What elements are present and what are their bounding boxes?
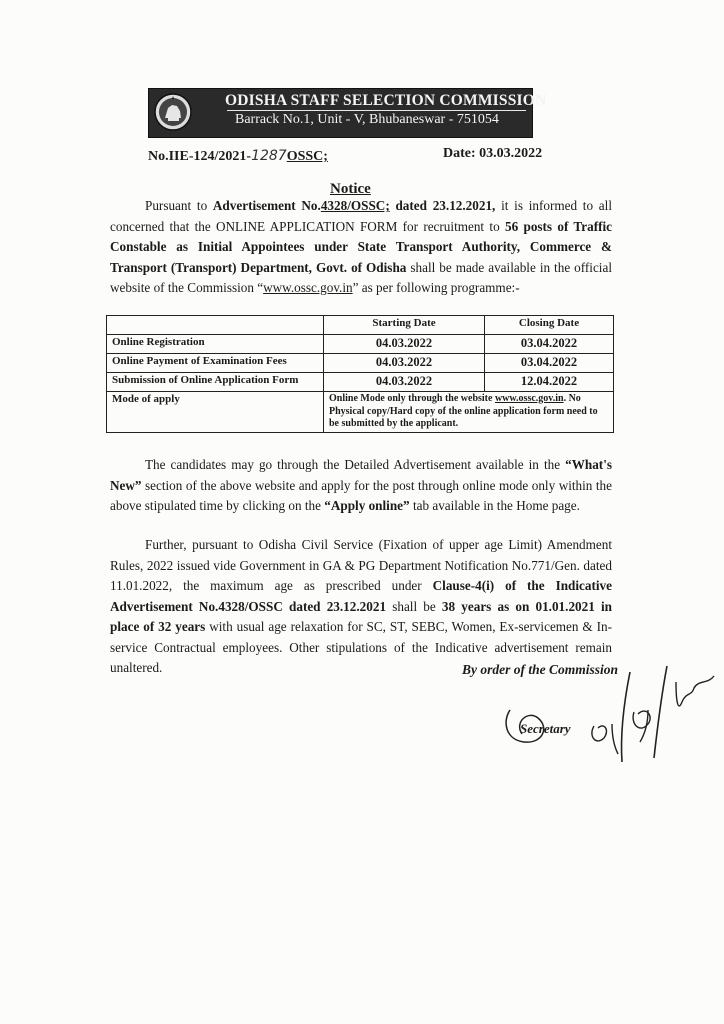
text-run: Online Mode only through the website: [329, 393, 495, 404]
clause-ref: Clause-4(i) of the Indicative Advertisement No.4328/OSSC dated 23.12.2021: [110, 578, 612, 614]
posts-description: 56 posts of Traffic Constable as Initial Appointees under State Transport Authority, Commerce & Transport (Transport) Department, Govt. of Odisha: [110, 218, 612, 275]
text-run: tab available in the Home page.: [409, 498, 580, 513]
text-run: Further, pursuant to Odisha Civil Service (Fixation of upper age Limit) Amendment Rules, 2022 issued vide Government in GA & PG Department Notification No.771/Gen. dated 11.01.2022, the maximum age as prescribed under: [110, 537, 612, 593]
text-run: shall be made available in the official website of the Commission “: [110, 259, 612, 295]
text-run: . No Physical copy/Hard copy of the online application form need to be submitted by the applicant.: [329, 393, 598, 429]
commission-title: ODISHA STAFF SELECTION COMMISSION: [225, 92, 547, 109]
reference-prefix: No.IIE-124/2021-: [148, 149, 252, 164]
advertisement-number: 4328/OSSC;: [320, 198, 390, 213]
table-header-cell: Starting Date: [324, 316, 485, 335]
table-row: [107, 392, 614, 433]
handwritten-signature: [462, 662, 722, 772]
paragraph-age-limit: [110, 535, 612, 679]
mode-description: [324, 392, 614, 433]
reference-suffix: OSSC;: [286, 149, 328, 164]
text-run: section of the above website and apply for the post through online mode only within the above stipulated time by clicking on the: [110, 477, 612, 513]
website-link[interactable]: www.ossc.gov.in: [263, 280, 353, 295]
end-date: 03.04.2022: [485, 335, 614, 354]
row-label: Mode of apply: [107, 392, 324, 433]
by-order-line: By order of the Commission: [462, 662, 619, 677]
handwritten-reference-number: 1287: [251, 148, 287, 164]
row-label: Online Registration: [107, 335, 324, 354]
reference-number: [148, 148, 328, 165]
start-date: 04.03.2022: [324, 373, 485, 392]
apply-online-ref: “Apply online”: [324, 498, 410, 513]
table-row: [107, 373, 614, 392]
text-run: shall be: [386, 598, 442, 614]
advertisement-date: dated 23.12.2021,: [389, 198, 496, 213]
table-row: [107, 335, 614, 354]
website-link[interactable]: www.ossc.gov.in: [494, 393, 564, 404]
age-limit-text: 38 years as on 01.01.2021 in place of 32 years: [110, 598, 612, 634]
end-date: 03.04.2022: [485, 354, 614, 373]
title-underline: [227, 110, 526, 111]
end-date: 12.04.2022: [485, 373, 614, 392]
commission-address: Barrack No.1, Unit - V, Bhubaneswar - 751054: [235, 112, 499, 127]
start-date: 04.03.2022: [324, 335, 485, 354]
text-run: ” as per following programme:-: [352, 280, 520, 295]
advertisement-ref: Advertisement No.: [212, 198, 321, 213]
letterhead: [148, 88, 547, 138]
signature-block: [462, 662, 722, 772]
table-row: [107, 354, 614, 373]
text-run: The candidates may go through the Detailed Advertisement available in the: [145, 457, 566, 472]
schedule-table: [106, 315, 614, 433]
odisha-emblem-icon: [153, 92, 193, 132]
table-header-cell: Closing Date: [485, 316, 614, 335]
text-run: it is informed to all concerned that the ONLINE APPLICATION FORM for recruitment to: [110, 198, 612, 234]
notice-date: Date: 03.03.2022: [443, 146, 543, 161]
paragraph-instructions: [110, 455, 612, 517]
start-date: 04.03.2022: [324, 354, 485, 373]
whats-new-ref: “What's New”: [110, 457, 612, 493]
row-label: Online Payment of Examination Fees: [107, 354, 324, 373]
table-header-cell: [107, 316, 324, 335]
row-label: Submission of Online Application Form: [107, 373, 324, 392]
text-run: with usual age relaxation for SC, ST, SEBC, Women, Ex-servicemen & In-service Contractual employees. Other stipulations of the Indicative advertisement remain unaltered.: [110, 619, 612, 675]
notice-heading: Notice: [330, 181, 371, 197]
paragraph-intro: [110, 196, 612, 299]
table-header-row: [107, 316, 614, 335]
secretary-label: Secretary: [520, 721, 571, 736]
text-run: Pursuant to: [145, 198, 213, 213]
